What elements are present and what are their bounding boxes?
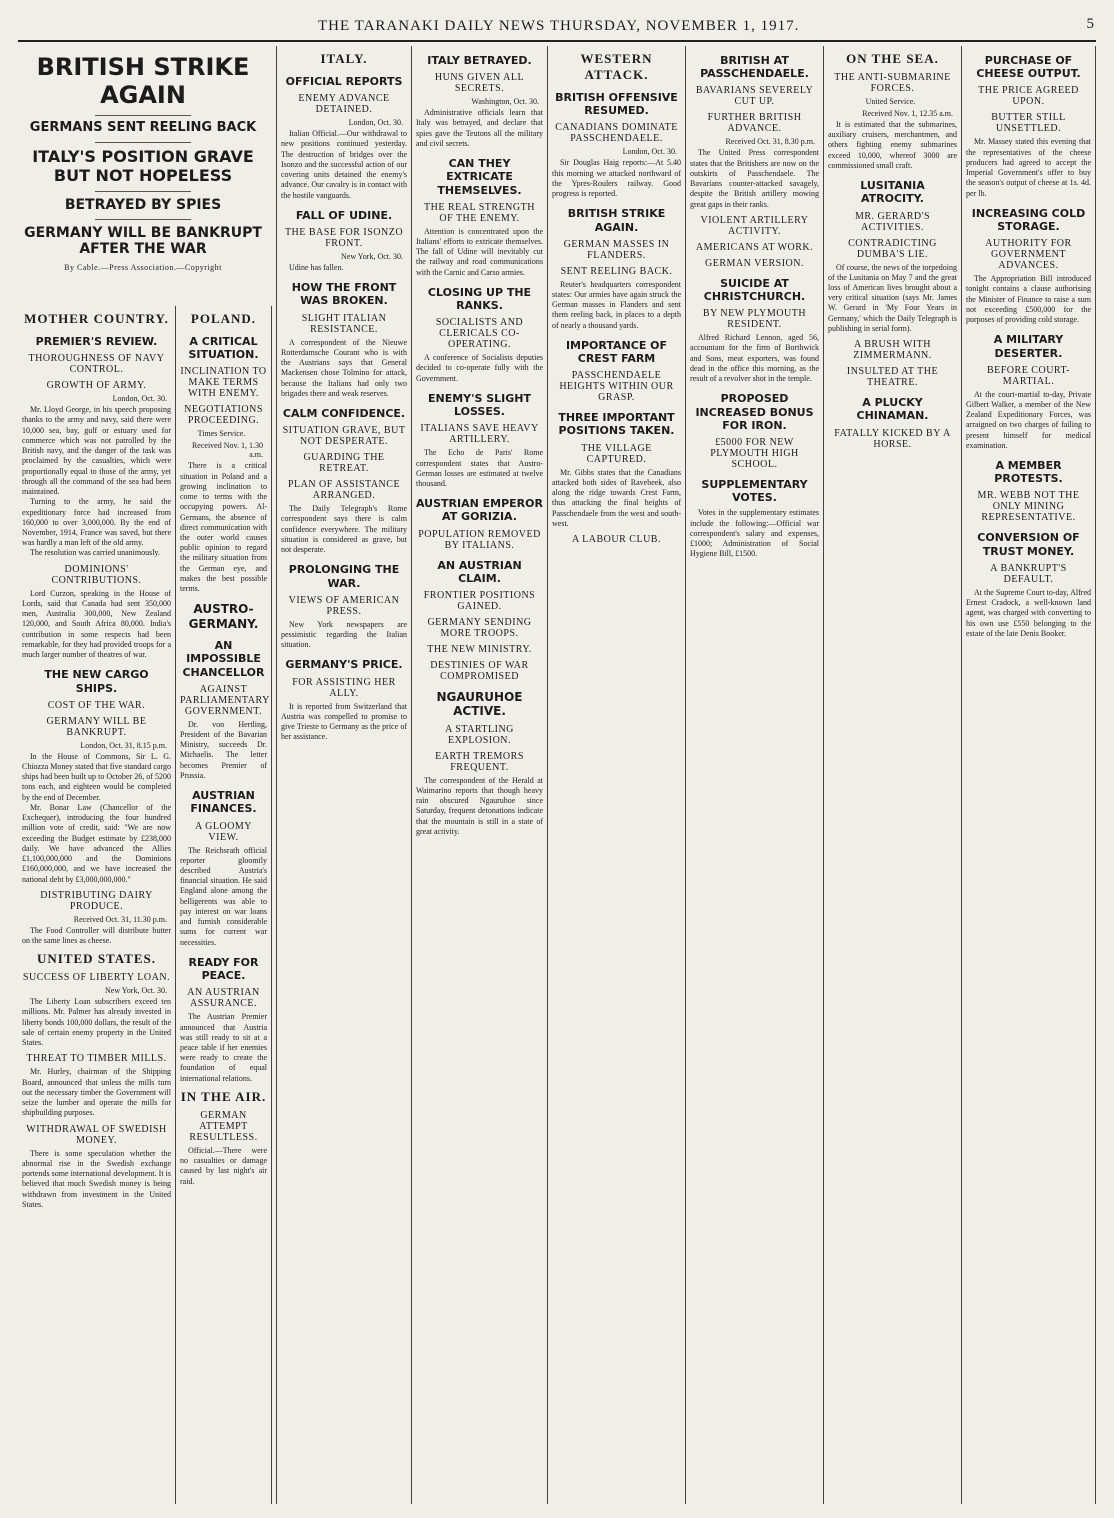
byline: By Cable.—Press Association.—Copyright xyxy=(64,263,222,273)
divider xyxy=(95,191,192,192)
article-paragraph: The resolution was carried unanimously. xyxy=(30,548,160,558)
article-heading: FALL OF UDINE. xyxy=(295,208,393,222)
masthead xyxy=(18,16,1096,42)
article-paragraph: Attention is concentrated upon the Italians' efforts to extricate themselves. The fall of Udine will inevitably cut the railway and road communications with the Carnic and Carso armies. xyxy=(416,226,543,277)
article-heading: AUSTRIAN EMPEROR AT GORIZIA. xyxy=(416,497,543,524)
article-paragraph: The Appropriation Bill introduced tonight contains a clause authorising the Minister of Finance to raise a sum not exceeding £500,000 for the purposes of providing cold storage. xyxy=(966,274,1091,325)
newspaper-title: THE TARANAKI DAILY NEWS THURSDAY, NOVEMBER 1, 1917. xyxy=(318,18,800,34)
article-heading: PREMIER'S REVIEW. xyxy=(35,335,158,348)
article-heading: SUICIDE AT CHRISTCHURCH. xyxy=(703,276,806,303)
sub-heading: EARTH TREMORS FREQUENT. xyxy=(435,750,524,773)
article-paragraph: Official.—There were no casualties or damage caused by last night's air raid. xyxy=(180,1145,267,1186)
article-heading: SUPPLEMENTARY VOTES. xyxy=(701,477,808,505)
article-heading: NGAURUHOE ACTIVE. xyxy=(436,690,523,719)
dateline: London, Oct. 30. xyxy=(622,147,677,157)
sub-heading: GERMAN MASSES IN FLANDERS. xyxy=(563,238,670,261)
divider xyxy=(95,142,192,143)
section-heading: POLAND. xyxy=(190,311,257,326)
article-heading: OFFICIAL REPORTS xyxy=(285,75,403,88)
article-paragraph: New York newspapers are pessimistic regarding the Italian situation. xyxy=(281,619,407,650)
sub-heading: GERMAN VERSION. xyxy=(705,257,804,269)
column-western-attack xyxy=(548,46,686,1504)
sub-heading: PLAN OF ASSISTANCE ARRANGED. xyxy=(287,479,401,502)
article-paragraph: At the Supreme Court to-day, Alfred Ernest Cradock, a well-known land agent, was charged with converting to his own use £550 belonging to the estate of the late Denis Booker. xyxy=(966,587,1091,638)
section-heading: MOTHER COUNTRY. xyxy=(24,311,169,326)
article-paragraph: The Daily Telegraph's Rome correspondent says there is calm confidence everywhere. The military situation is considered as grave, but not desperate. xyxy=(281,504,407,555)
article-paragraph: It is estimated that the submarines, auxiliary cruisers, merchantmen, and others fighting enemy submarines exceed 10,000, whereof 3000 are commissioned small craft. xyxy=(828,120,957,170)
article-heading: A MILITARY DESERTER. xyxy=(993,333,1064,360)
dateline: Received Nov. 1, 12.35 a.m. xyxy=(862,109,953,118)
article-paragraph: The United Press correspondent states that the Britishers are now on the outskirts of Passchendaele. The Bavarians counter-attacked savagely, despite the British artillery mowing great gaps in their ranks. xyxy=(690,148,819,209)
sub-heading: BUTTER STILL UNSETTLED. xyxy=(991,112,1066,135)
sub-heading: DESTINIES OF WAR COMPROMISED xyxy=(430,660,529,682)
sub-heading: VIOLENT ARTILLERY ACTIVITY. xyxy=(700,214,809,237)
sub-heading: THE ANTI-SUBMARINE FORCES. xyxy=(834,72,951,94)
sub-heading: GERMAN ATTEMPT RESULTLESS. xyxy=(189,1109,258,1143)
article-heading: BRITISH AT PASSCHENDAELE. xyxy=(700,54,809,81)
dateline: London, Oct. 30. xyxy=(348,118,403,128)
article-paragraph: A conference of Socialists deputies decided to co-operate fully with the Government. xyxy=(416,353,543,383)
article-heading: AN IMPOSSIBLE CHANCELLOR xyxy=(182,639,265,679)
sub-heading: CANADIANS DOMINATE PASSCHENDAELE. xyxy=(555,122,678,145)
sub-heading: POPULATION REMOVED BY ITALIANS. xyxy=(418,528,541,551)
sub-heading: THREAT TO TIMBER MILLS. xyxy=(26,1053,167,1065)
sub-heading: FURTHER BRITISH ADVANCE. xyxy=(707,112,802,135)
article-heading: BRITISH STRIKE AGAIN. xyxy=(567,207,666,234)
article-paragraph: Turning to the army, he said the expeditionary force had increased from 160,000 to over 3,000,000. By the end of November, 1914, France was saved, but there was hardly a man left of the old army. xyxy=(22,497,171,548)
article-heading: INCREASING COLD STORAGE. xyxy=(971,206,1086,233)
sub-heading: THE BASE FOR ISONZO FRONT. xyxy=(284,227,404,250)
main-headline: BRITISH STRIKE AGAIN xyxy=(36,53,250,109)
sub-heading: SENT REELING BACK. xyxy=(560,265,673,277)
dateline: New York, Oct. 30. xyxy=(105,986,167,996)
dateline: Received Nov. 1, 1.30 a.m. xyxy=(191,441,263,460)
sub-heading: A STARTLING EXPLOSION. xyxy=(445,723,514,746)
sub-heading: A BANKRUPT'S DEFAULT. xyxy=(990,562,1067,585)
article-paragraph: Mr. Gibbs states that the Canadians attacked both sides of Ravebeek, also along the ridge towards Crest Farm, thus attacking the final heights of Passchendaele from the west and south-west. xyxy=(552,467,681,528)
article-heading: PROLONGING THE WAR. xyxy=(288,563,400,590)
sub-heading: THE PRICE AGREED UPON. xyxy=(978,85,1079,108)
article-heading: PURCHASE OF CHEESE OUTPUT. xyxy=(976,54,1081,81)
sub-heading: AMERICANS AT WORK. xyxy=(695,241,814,253)
sub-heading: A LABOUR CLUB. xyxy=(572,534,661,546)
article-paragraph: In the House of Commons, Sir L. G. Chiozza Money stated that five standard cargo ships had been built up to October 26, of 5200 tons each, and eighteen would be completed by the end of December. xyxy=(22,751,171,802)
article-paragraph: Mr. Lloyd George, in his speech proposing thanks to the army and navy, said there were 10,000 sea, bay, gulf or estuary used for commerce which was not patrolled by the British navy, and the danger of the task was proclaimed by the casualties, which were proportionally equal to those of the army, yet through all the command of the sea had been maintained. xyxy=(22,405,171,497)
sub-heading: AGAINST PARLIAMENTARY GOVERNMENT. xyxy=(180,683,270,717)
article-paragraph: Mr. Bonar Law (Chancellor of the Exchequer), introducing the four hundred million vote of credit, said: "We are now exceeding the Budget estimate by £238,000 daily. We have advanced the Allies £1,100,000,000 and the Dominions £160,000,000, and we have increased the national debt by £3,000,000,000." xyxy=(22,802,171,884)
section-heading: ITALY. xyxy=(320,51,368,66)
article-heading: ENEMY'S SLIGHT LOSSES. xyxy=(427,391,532,419)
sub-heading: A GLOOMY VIEW. xyxy=(194,820,253,843)
sub-heading: SUCCESS OF LIBERTY LOAN. xyxy=(22,972,171,984)
article-paragraph: The Food Controller will distribute butter on the same lines as cheese. xyxy=(22,925,171,945)
article-paragraph: Udine has fallen. xyxy=(289,263,344,273)
column-cheese-output xyxy=(962,46,1096,1504)
dateline: Washington, Oct. 30. xyxy=(471,97,539,107)
sub-heading: GROWTH OF ARMY. xyxy=(46,380,147,392)
sub-heading: THE VILLAGE CAPTURED. xyxy=(581,442,652,465)
article-heading: CAN THEY EXTRICATE THEMSELVES. xyxy=(437,157,522,197)
column-mother-country xyxy=(18,306,176,1504)
sub-heading: FRONTIER POSITIONS GAINED. xyxy=(423,590,536,612)
sub-heading: NEGOTIATIONS PROCEEDING. xyxy=(184,404,263,427)
sub-heading: DISTRIBUTING DAIRY PRODUCE. xyxy=(40,889,153,912)
article-paragraph: Mr. Hurley, chairman of the Shipping Board, announced that unless the mills turn out the necessary timber the Government will seize the lumber and operate the mills for shipbuilding purposes. xyxy=(22,1067,171,1118)
dateline: Times Service. xyxy=(197,429,246,439)
article-paragraph: Administrative officials learn that Italy was betrayed, and declare that spies gave the Teutons all the military and civil secrets. xyxy=(416,108,543,148)
article-paragraph: Alfred Richard Lennon, aged 56, accountant for the firm of Borthwick and Sons, meat exporters, was found dead in the office this morning, as the result of a revolver shot in the temple. xyxy=(690,333,819,384)
column-italy-betrayed xyxy=(412,46,548,1504)
sub-heading: HUNS GIVEN ALL SECRETS. xyxy=(434,72,525,95)
article-heading: AN AUSTRIAN CLAIM. xyxy=(437,558,522,585)
sub-heading: AUTHORITY FOR GOVERNMENT ADVANCES. xyxy=(985,238,1072,272)
article-paragraph: Reuter's headquarters correspondent states: Our armies have again struck the German masses in Flanders and sent them reeling back, in places to a depth of nearly a thousand yards. xyxy=(552,279,681,330)
section-heading: WESTERN ATTACK. xyxy=(580,51,653,82)
sub-heading: BAVARIANS SEVERELY CUT UP. xyxy=(695,85,814,108)
sub-heading: AN AUSTRIAN ASSURANCE. xyxy=(187,987,260,1010)
dateline: Received Oct. 31, 8.30 p.m. xyxy=(725,137,815,147)
sub-heading: SITUATION GRAVE, BUT NOT DESPERATE. xyxy=(282,425,406,448)
sub-heading: ITALIANS SAVE HEAVY ARTILLERY. xyxy=(420,423,539,446)
article-paragraph: Lord Curzon, speaking in the House of Lords, said that Canada had sent 350,000 men, Australia 300,000, New Zealand 120,000, and South Africa 80,000. India's contribution in some respects had been remarkable, for they had provided troops for a much larger number of theatres of war. xyxy=(22,588,171,660)
article-heading: GERMANY'S PRICE. xyxy=(285,658,403,672)
article-paragraph: The correspondent of the Herald at Waimarino reports that though heavy rain obscured Ngauruhoe since Saturday, frequent detonations indicate that the mountain is still in a state of great activity. xyxy=(416,775,543,836)
article-paragraph: Mr. Massey stated this evening that the representatives of the cheese producers had agreed to accept the Imperial Government's offer to buy the season's output of cheese at 1s. 4d. per lb. xyxy=(966,137,1091,198)
article-heading: LUSITANIA ATROCITY. xyxy=(860,179,925,206)
sub-heading: SOCIALISTS AND CLERICALS CO-OPERATING. xyxy=(435,317,524,351)
dateline: New York, Oct. 30. xyxy=(341,252,403,262)
column-italy xyxy=(276,46,412,1504)
column-on-the-sea xyxy=(824,46,962,1504)
article-paragraph: There is some speculation whether the abnormal rise in the Swedish exchange portends some international development. It is believed that much Swedish money is being withdrawn from investment in the United States. xyxy=(22,1148,171,1209)
dateline: Received Oct. 31, 11.30 p.m. xyxy=(73,914,167,924)
article-heading: CLOSING UP THE RANKS. xyxy=(427,285,532,313)
dateline: London, Oct. 31, 8.15 p.m. xyxy=(80,740,167,750)
article-paragraph: Of course, the news of the torpedoing of the Lusitania on May 7 and the great loss of American lives brought about a very critical situation (says Mr. James W. Gerard in 'My Four Years in Germany,' which the Daily Telegraph is publishing in serial form). xyxy=(828,262,957,333)
sub-heading: BEFORE COURT-MARTIAL. xyxy=(986,364,1071,387)
article-heading: ITALY BETRAYED. xyxy=(427,54,532,67)
sub-heading: THE NEW MINISTRY. xyxy=(427,644,532,655)
article-paragraph: The Echo de Paris' Rome correspondent states that Austro-German losses are estimated at twelve thousand. xyxy=(416,448,543,489)
sub-heading: THOROUGHNESS OF NAVY CONTROL. xyxy=(28,353,165,376)
headline-deck: GERMANY WILL BE BANKRUPT AFTER THE WAR xyxy=(24,225,262,258)
sub-heading: CONTRADICTING DUMBA'S LIE. xyxy=(848,237,937,260)
article-paragraph: At the court-martial to-day, Private Gilbert Walker, a member of the New Zealand Expeditionary Forces, was arraigned on two charges of failing to present himself for medical examination. xyxy=(966,389,1091,450)
article-heading: A CRITICAL SITUATION. xyxy=(188,335,259,362)
headline-deck: GERMANS SENT REELING BACK xyxy=(29,120,257,136)
page-number: 5 xyxy=(1086,16,1094,32)
sub-heading: MR. GERARD'S ACTIVITIES. xyxy=(854,210,931,233)
sub-heading: BY NEW PLYMOUTH RESIDENT. xyxy=(702,308,807,331)
article-heading: PROPOSED INCREASED BONUS FOR IRON. xyxy=(695,392,814,432)
article-paragraph: Dr. von Hertling, President of the Bavarian Ministry, succeeds Dr. Michaelis. The letter becomes Premier of Prussia. xyxy=(180,719,267,780)
article-paragraph: The Liberty Loan subscribers exceed ten millions. Mr. Palmer has already invested in liberty bonds 100,000 dollars, the result of the sale of certain enemy property in the United States. xyxy=(22,997,171,1048)
sub-heading: A BRUSH WITH ZIMMERMANN. xyxy=(853,339,932,362)
article-heading: READY FOR PEACE. xyxy=(188,955,259,983)
article-heading: HOW THE FRONT WAS BROKEN. xyxy=(291,281,397,308)
sub-heading: INCLINATION TO MAKE TERMS WITH ENEMY. xyxy=(180,366,267,400)
article-heading: BRITISH OFFENSIVE RESUMED. xyxy=(555,91,678,118)
article-heading: A MEMBER PROTESTS. xyxy=(994,459,1063,486)
section-heading: IN THE AIR. xyxy=(180,1088,267,1104)
sub-heading: £5000 FOR NEW PLYMOUTH HIGH SCHOOL. xyxy=(710,436,799,470)
sub-heading: GERMANY WILL BE BANKRUPT. xyxy=(46,715,147,738)
sub-heading: PASSCHENDAELE HEIGHTS WITHIN OUR GRASP. xyxy=(559,370,674,404)
sub-heading: FATALLY KICKED BY A HORSE. xyxy=(834,427,951,450)
sub-heading: GUARDING THE RETREAT. xyxy=(303,452,385,475)
article-heading: CONVERSION OF TRUST MONEY. xyxy=(977,531,1080,558)
article-heading: AUSTRIAN FINANCES. xyxy=(190,789,257,816)
sub-heading: MR. WEBB NOT THE ONLY MINING REPRESENTATIVE. xyxy=(977,490,1080,524)
sub-heading: THE REAL STRENGTH OF THE ENEMY. xyxy=(424,201,535,224)
article-paragraph: Sir Douglas Haig reports:—At 5.40 this morning we attacked northward of the Ypres-Roulers railway. Good progress is reported. xyxy=(552,158,681,199)
sub-heading: GERMANY SENDING MORE TROOPS. xyxy=(427,617,532,639)
section-heading: ON THE SEA. xyxy=(846,51,939,66)
article-heading: THE NEW CARGO SHIPS. xyxy=(44,668,149,695)
section-heading: UNITED STATES. xyxy=(37,951,156,967)
sub-heading: VIEWS OF AMERICAN PRESS. xyxy=(288,594,400,617)
headline-deck: BETRAYED BY SPIES xyxy=(64,196,222,213)
sub-heading: COST OF THE WAR. xyxy=(47,699,146,711)
dateline: London, Oct. 30. xyxy=(112,394,167,404)
dateline: United Service. xyxy=(865,97,916,106)
article-paragraph: Votes in the supplementary estimates include the following:—Official war correspondent's salary and expenses, £1000; Administration of Social Hygiene Bill, £1500. xyxy=(690,508,819,559)
article-paragraph: A correspondent of the Nieuwe Rotterdamsche Courant who is with the Austrians says that General Mackensen chose Tolmino for attack, because the Italians had only two brigades there and weak reserves. xyxy=(281,337,407,398)
article-paragraph: The Austrian Premier announced that Austria was still ready to sit at a peace table if her enemies were ready to create the foundation of equal international relations. xyxy=(180,1012,267,1083)
column-passchendaele xyxy=(686,46,824,1504)
article-heading: CALM CONFIDENCE. xyxy=(282,407,406,421)
sub-heading: SLIGHT ITALIAN RESISTANCE. xyxy=(301,312,387,335)
article-heading: AUSTRO-GERMANY. xyxy=(188,602,259,631)
sub-heading: INSULTED AT THE THEATRE. xyxy=(846,366,939,389)
article-heading: IMPORTANCE OF CREST FARM xyxy=(565,338,668,366)
article-paragraph: It is reported from Switzerland that Austria was compelled to promise to give Trieste to Germany as the price of her assistance. xyxy=(281,701,407,742)
headline-deck: ITALY'S POSITION GRAVE BUT NOT HOPELESS xyxy=(32,147,254,185)
column-poland xyxy=(176,306,272,1504)
sub-heading: FOR ASSISTING HER ALLY. xyxy=(292,676,396,699)
sub-heading: WITHDRAWAL OF SWEDISH MONEY. xyxy=(26,1123,167,1146)
sub-heading: DOMINIONS' CONTRIBUTIONS. xyxy=(51,563,142,586)
article-heading: A PLUCKY CHINAMAN. xyxy=(856,396,929,423)
article-heading: THREE IMPORTANT POSITIONS TAKEN. xyxy=(558,411,675,438)
article-paragraph: There is a critical situation in Poland and a growing inclination to come to terms with the occupying powers. Al-Germans, the absence of direct communication with the outer world causes public opinion to regard the military situation from the German eye, and makes the best possible terms. xyxy=(180,461,267,594)
divider xyxy=(95,115,192,116)
article-paragraph: Italian Official.—Our withdrawal to new positions continued yesterday. The destruction of bridges over the Isonzo and the successful action of our covering units detained the enemy's advance. Our cavalry is in contact with the hostile vanguards. xyxy=(281,129,407,200)
article-paragraph: The Reichsrath official reporter gloomily described Austria's financial situation. He said England alone among the belligerents was able to pay interest on war loans and furnish considerable sums for current war necessities. xyxy=(180,845,267,947)
divider xyxy=(95,219,192,220)
sub-heading: ENEMY ADVANCE DETAINED. xyxy=(298,93,390,116)
